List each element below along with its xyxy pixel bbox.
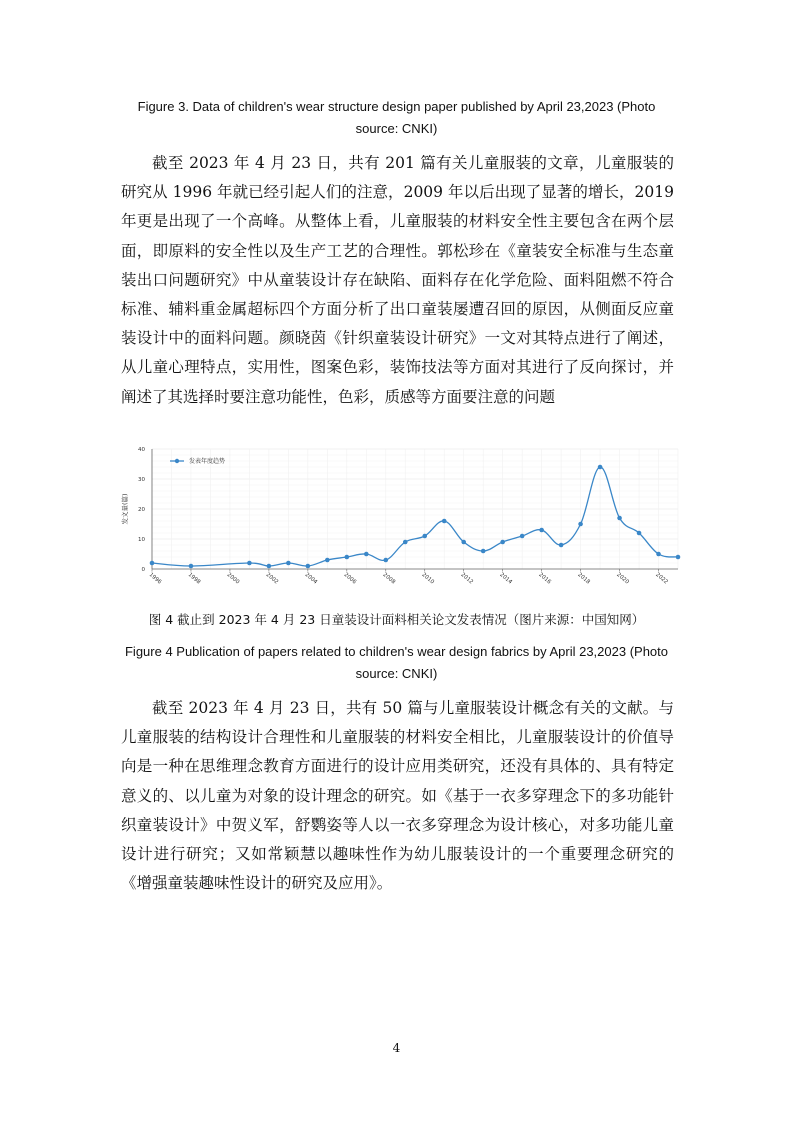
y-tick-label: 40 <box>138 447 145 453</box>
figure3-caption-line2: source: CNKI) <box>355 121 438 136</box>
legend-marker <box>175 459 179 463</box>
y-tick-label: 0 <box>141 567 145 573</box>
figure4-caption-line1: Figure 4 Publication of papers related to children's wear design fabrics by April 23,2023 (Photo <box>124 644 669 659</box>
x-tick-label: 2002 <box>264 571 280 586</box>
chart-legend <box>170 457 225 465</box>
data-point <box>364 552 369 557</box>
page-number: 4 <box>392 1041 401 1055</box>
data-point <box>403 540 408 545</box>
data-point <box>617 516 622 521</box>
data-point <box>286 561 291 566</box>
x-tick-label: 2006 <box>342 571 358 586</box>
x-tick-label: 1996 <box>147 571 163 586</box>
publication-trend-chart <box>110 440 690 590</box>
figure4-caption-line2: source: CNKI) <box>355 666 438 681</box>
figure4-caption-zh: 图 4 截止到 2023 年 4 月 23 日童装设计面料相关论文发表情况（图片来源：中国知网） <box>148 612 645 627</box>
y-tick-label: 10 <box>138 537 145 543</box>
chart-series <box>150 465 681 569</box>
figure3-caption-en <box>110 96 683 140</box>
data-point <box>481 549 486 554</box>
figure4-caption-en <box>110 641 683 685</box>
data-point <box>267 564 272 569</box>
data-point <box>345 555 350 560</box>
data-point <box>656 552 661 557</box>
paragraph-2 <box>121 694 674 898</box>
x-tick-label: 2008 <box>381 571 397 586</box>
data-point <box>520 534 525 539</box>
data-point <box>676 555 681 560</box>
data-point <box>598 465 603 470</box>
data-point <box>442 519 447 524</box>
x-tick-label: 2020 <box>615 571 630 586</box>
x-tick-label: 2018 <box>576 571 591 586</box>
figure3-caption-line1: Figure 3. Data of children's wear structure design paper published by April 23,2023 (Photo <box>137 99 656 114</box>
data-point <box>189 564 194 569</box>
data-point <box>500 540 505 545</box>
data-point <box>383 558 388 563</box>
data-point <box>559 543 564 548</box>
paragraph-2-text: 截至 2023 年 4 月 23 日，共有 50 篇与儿童服装设计概念有关的文献。与儿童服装的结构设计合理性和儿童服装的材料安全相比，儿童服装设计的价值导向是一种在思维理念教育方面进行的设计应用类研究，还没有具体的、具有特定意义的、以儿童为对象的设计理念的研究。如《基于一衣多穿理念下的多功能针织童装设计》中贺义军，舒鹦姿等人以一衣多穿理念为设计核心，对多功能儿童设计进行研究；又如常颖慧以趣味性作为幼儿服装设计的一个重要理念研究的《增强童装趣味性设计的研究及应用》。 <box>121 699 674 893</box>
x-tick-label: 2014 <box>498 571 513 586</box>
x-tick-label: 2000 <box>225 571 241 586</box>
paragraph-1 <box>121 149 674 412</box>
x-tick-label: 2016 <box>537 571 552 586</box>
x-tick-label: 2010 <box>420 571 436 586</box>
y-tick-label: 30 <box>138 477 145 483</box>
x-tick-label: 2022 <box>654 571 669 586</box>
data-point <box>461 540 466 545</box>
data-point <box>422 534 427 539</box>
data-point <box>247 561 252 566</box>
x-tick-label: 2012 <box>459 571 474 586</box>
y-tick-label: 20 <box>138 507 145 513</box>
data-point <box>578 522 583 527</box>
y-axis-label: 发文量(篇) <box>121 493 129 525</box>
data-point <box>150 561 155 566</box>
data-point <box>539 528 544 533</box>
paragraph-1-text: 截至 2023 年 4 月 23 日，共有 201 篇有关儿童服装的文章，儿童服装的研究从 1996 年就已经引起人们的注意，2009 年以后出现了显著的增长，2019 年更是出现了一个高峰。从整体上看，儿童服装的材料安全性主要包含在两个层面，即原料的安全性以及生产工艺的合理性。郭松珍在《童装安全标准与生态童装出口问题研究》中从童装设计存在缺陷、面料存在化学危险、面料阻燃不符合标准、辅料重金属超标四个方面分析了出口童装屡遭召回的原因，从侧面反应童装设计中的面料问题。颜晓茵《针织童装设计研究》一文对其特点进行了阐述，从儿童心理特点，实用性，图案色彩，装饰技法等方面对其进行了反向探讨，并阐述了其选择时要注意功能性，色彩，质感等方面要注意的问题 <box>121 154 674 406</box>
data-point <box>306 564 311 569</box>
data-point <box>637 531 642 536</box>
x-tick-label: 1998 <box>186 571 202 586</box>
data-point <box>325 558 330 563</box>
x-tick-label: 2004 <box>303 571 319 586</box>
legend-label: 发表年度趋势 <box>189 458 226 466</box>
